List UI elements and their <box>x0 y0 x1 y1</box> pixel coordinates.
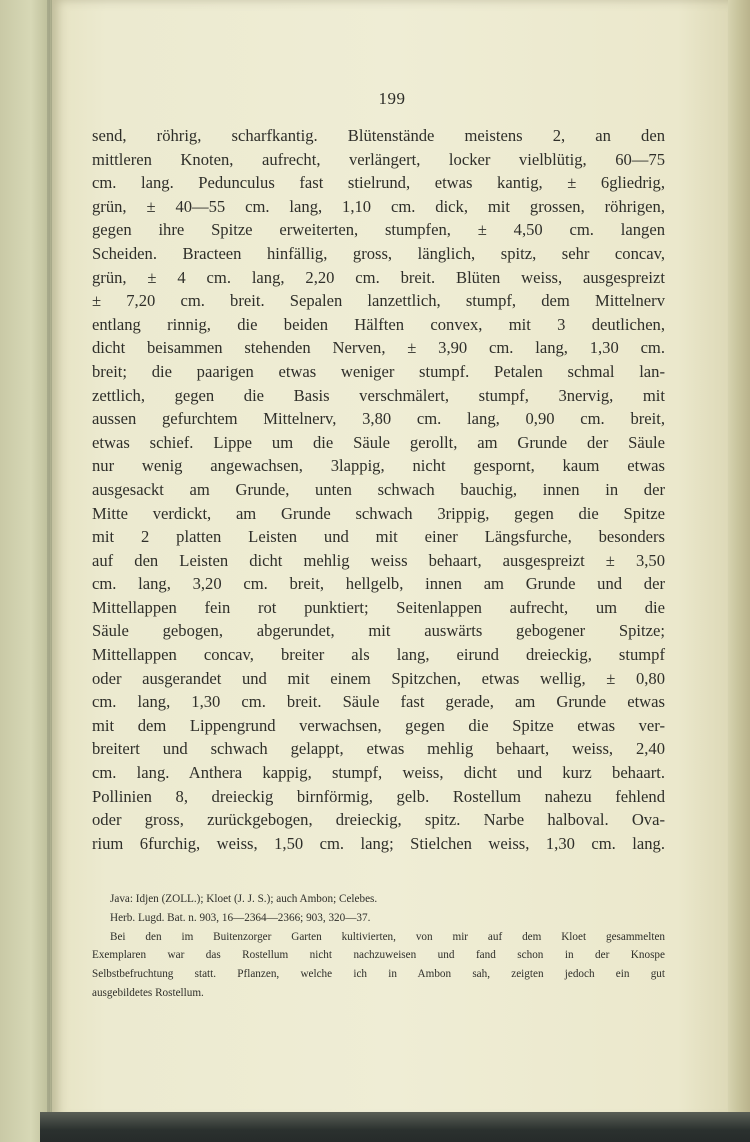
distribution-note: Java: Idjen (ZOLL.); Kloet (J. J. S.); auch Ambon; Celebes. <box>110 893 378 905</box>
book-page <box>52 0 732 1120</box>
text-line: cm. lang, 3,20 cm. breit, hellgelb, innen am Grunde und der <box>92 574 665 594</box>
page-edge-right <box>728 0 750 1118</box>
herbarium-note: Herb. Lugd. Bat. n. 903, 16—2364—2366; 903, 320—37. <box>110 911 371 924</box>
text-line: cm. lang. Anthera kappig, stumpf, weiss, dicht und kurz behaart. <box>92 763 665 783</box>
text-line: grün, ± 40—55 cm. lang, 1,10 cm. dick, mit grossen, röhrigen, <box>92 196 665 216</box>
text-line: breit; die paarigen etwas weniger stumpf. Petalen schmal lan- <box>92 361 665 381</box>
text-line: Mittellappen concav, breiter als lang, eirund dreieckig, stumpf <box>92 645 665 665</box>
text-line: Mittellappen fein rot punktiert; Seitenlappen aufrecht, um die <box>92 597 665 617</box>
text-line: cm. lang. Pedunculus fast stielrund, etwas kantig, ± 6gliedrig, <box>92 173 665 193</box>
text-line: Pollinien 8, dreieckig birnförmig, gelb. Rostellum nahezu fehlend <box>92 786 665 806</box>
text-line: mit 2 platten Leisten und mit einer Längsfurche, besonders <box>92 527 665 547</box>
text-line: rium 6furchig, weiss, 1,50 cm. lang; Stielchen weiss, 1,30 cm. lang. <box>92 833 665 853</box>
remark-line: Selbstbefruchtung statt. Pflanzen, welche ich in Ambon sah, zeigten jedoch ein gut <box>92 968 665 981</box>
text-line: aussen gefurchtem Mittelnerv, 3,80 cm. lang, 0,90 cm. breit, <box>92 409 665 429</box>
text-line: gegen ihre Spitze erweiterten, stumpfen, ± 4,50 cm. langen <box>92 220 665 240</box>
text-line: auf den Leisten dicht mehlig weiss behaart, ausgespreizt ± 3,50 <box>92 550 665 570</box>
text-line: Mitte verdickt, am Grunde schwach 3rippig, gegen die Spitze <box>92 503 665 523</box>
book-cover-bottom <box>40 1112 750 1142</box>
text-line: grün, ± 4 cm. lang, 2,20 cm. breit. Blüten weiss, ausgespreizt <box>92 267 665 287</box>
footnotes <box>92 890 665 1003</box>
body-text <box>92 124 665 855</box>
text-line: oder ausgerandet und mit einem Spitzchen, etwas wellig, ± 0,80 <box>92 668 665 688</box>
text-line: send, röhrig, scharfkantig. Blütenstände meistens 2, an den <box>92 126 665 145</box>
text-line: Säule gebogen, abgerundet, mit auswärts gebogener Spitze; <box>92 621 665 641</box>
text-line: entlang rinnig, die beiden Hälften convex, mit 3 deutlichen, <box>92 314 665 334</box>
text-line: etwas schief. Lippe um die Säule gerollt, am Grunde der Säule <box>92 432 665 452</box>
text-line: mittleren Knoten, aufrecht, verlängert, locker vielblütig, 60—75 <box>92 149 665 169</box>
text-line: Scheiden. Bracteen hinfällig, gross, länglich, spitz, sehr concav, <box>92 243 665 263</box>
remark-line: ausgebildetes Rostellum. <box>92 986 204 999</box>
text-line: ± 7,20 cm. breit. Sepalen lanzettlich, stumpf, dem Mittelnerv <box>92 291 665 311</box>
remark-line: Bei den im Buitenzorger Garten kultivierten, von mir auf dem Kloet gesammelten <box>110 930 665 943</box>
text-line: zettlich, gegen die Basis verschmälert, stumpf, 3nervig, mit <box>92 385 665 405</box>
remark-line: Exemplaren war das Rostellum nicht nachzuweisen und fand schon in der Knospe <box>92 949 665 962</box>
text-line: oder gross, zurückgebogen, dreieckig, spitz. Narbe halboval. Ova- <box>92 810 665 830</box>
book-cover-left-edge <box>0 0 56 1142</box>
text-line: nur wenig angewachsen, 3lappig, nicht gespornt, kaum etwas <box>92 456 665 476</box>
text-line: breitert und schwach gelappt, etwas mehlig behaart, weiss, 2,40 <box>92 739 665 759</box>
text-line: ausgesackt am Grunde, unten schwach bauchig, innen in der <box>92 479 665 499</box>
text-line: dicht beisammen stehenden Nerven, ± 3,90 cm. lang, 1,30 cm. <box>92 338 665 358</box>
text-line: cm. lang, 1,30 cm. breit. Säule fast gerade, am Grunde etwas <box>92 692 665 712</box>
page-number: 199 <box>378 89 406 108</box>
text-line: mit dem Lippengrund verwachsen, gegen die Spitze etwas ver- <box>92 715 665 735</box>
